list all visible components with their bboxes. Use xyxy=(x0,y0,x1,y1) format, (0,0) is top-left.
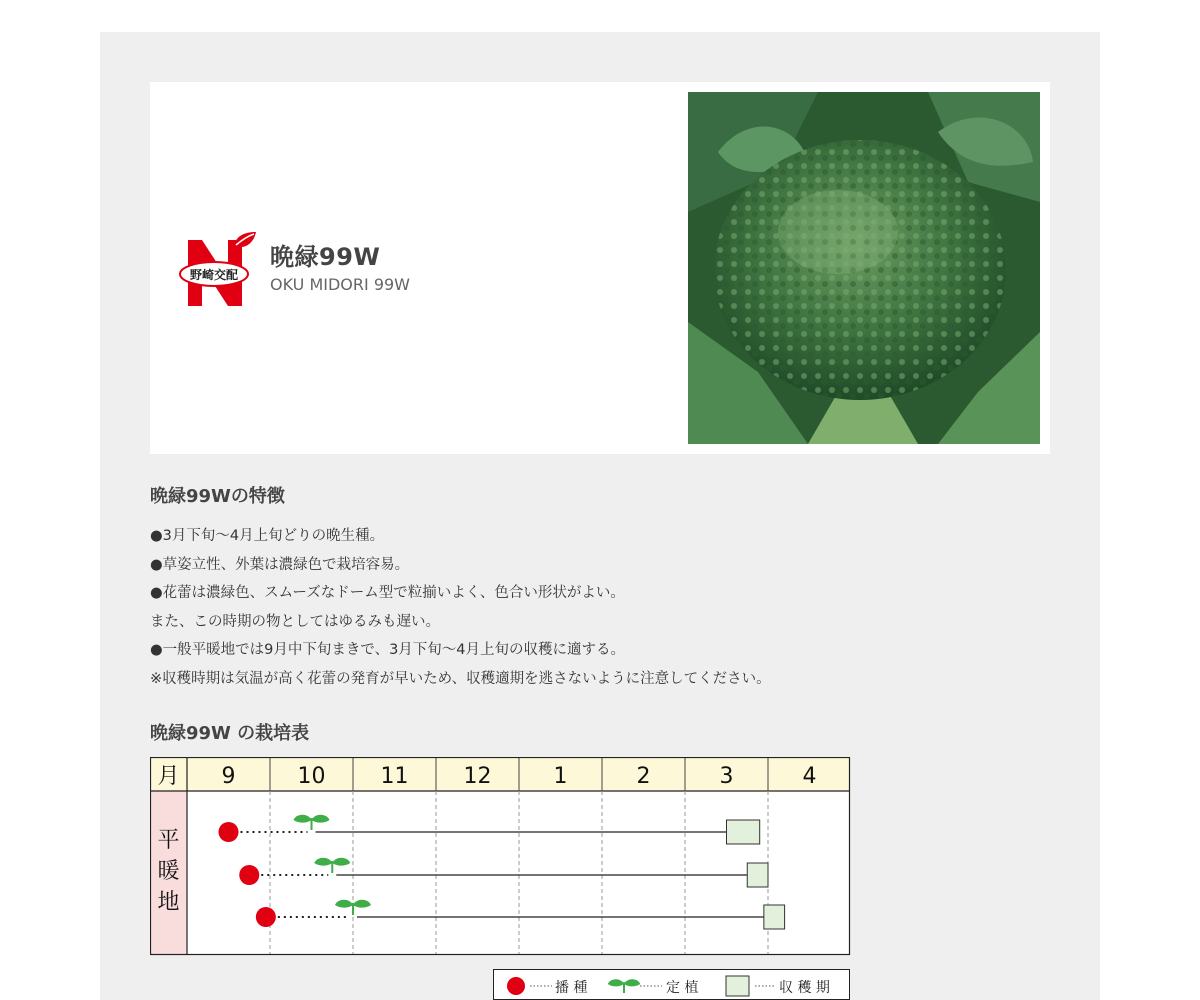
month-label: 2 xyxy=(636,764,651,789)
brand-mark-text: 野崎交配 xyxy=(189,268,239,282)
product-name-en: OKU MIDORI 99W xyxy=(270,275,410,294)
features-list xyxy=(150,522,1030,694)
legend-planting-label: 定 植 xyxy=(666,980,699,996)
sowing-marker xyxy=(239,865,259,885)
month-label: 12 xyxy=(463,764,492,789)
harvest-marker xyxy=(764,905,785,929)
month-label: 9 xyxy=(221,764,236,789)
month-label: 4 xyxy=(802,764,817,789)
feature-line: ●花蕾は濃緑色、スムーズなドーム型で粒揃いよく、色合い形状がよい。 xyxy=(150,585,625,602)
product-hero xyxy=(150,82,1050,454)
sowing-marker xyxy=(219,822,239,842)
harvest-icon xyxy=(726,976,749,996)
product-name: 晩緑99W xyxy=(270,243,381,271)
features-title: 晩緑99Wの特徴 xyxy=(150,486,285,507)
feature-line: また、この時期の物としてはゆるみも遅い。 xyxy=(150,613,440,630)
legend-sowing-label: 播 種 xyxy=(555,980,588,996)
feature-line: ●草姿立性、外葉は濃緑色で栽培容易。 xyxy=(150,556,410,573)
month-label: 10 xyxy=(297,764,326,789)
month-label: 1 xyxy=(553,764,568,789)
month-label: 3 xyxy=(719,764,734,789)
schedule-title: 晩緑99W の栽培表 xyxy=(150,723,310,744)
feature-line: ※収穫時期は気温が高く花蕾の発育が早いため、収穫適期を逃さないように注意してください。 xyxy=(150,670,771,687)
broccoli-photo xyxy=(688,92,1040,444)
region-label-char: 地 xyxy=(157,890,180,915)
month-header-label: 月 xyxy=(157,764,180,789)
month-header-row xyxy=(150,757,850,791)
legend-harvest-label: 収 穫 期 xyxy=(779,980,830,996)
legend xyxy=(494,970,850,1000)
region-label-char: 平 xyxy=(157,828,180,853)
sowing-icon xyxy=(507,977,525,995)
feature-line: ●一般平暖地では9月中下旬まきで、3月下旬〜4月上旬の収穫に適する。 xyxy=(150,642,626,659)
harvest-marker xyxy=(727,820,760,844)
month-label: 11 xyxy=(380,764,409,789)
harvest-marker xyxy=(747,863,768,887)
region-label-char: 暖 xyxy=(157,859,180,884)
nozaki-logo xyxy=(178,230,258,308)
sowing-marker xyxy=(256,907,276,927)
feature-line: ●3月下旬〜4月上旬どりの晩生種。 xyxy=(150,528,385,544)
cultivation-schedule-chart xyxy=(150,757,852,1000)
